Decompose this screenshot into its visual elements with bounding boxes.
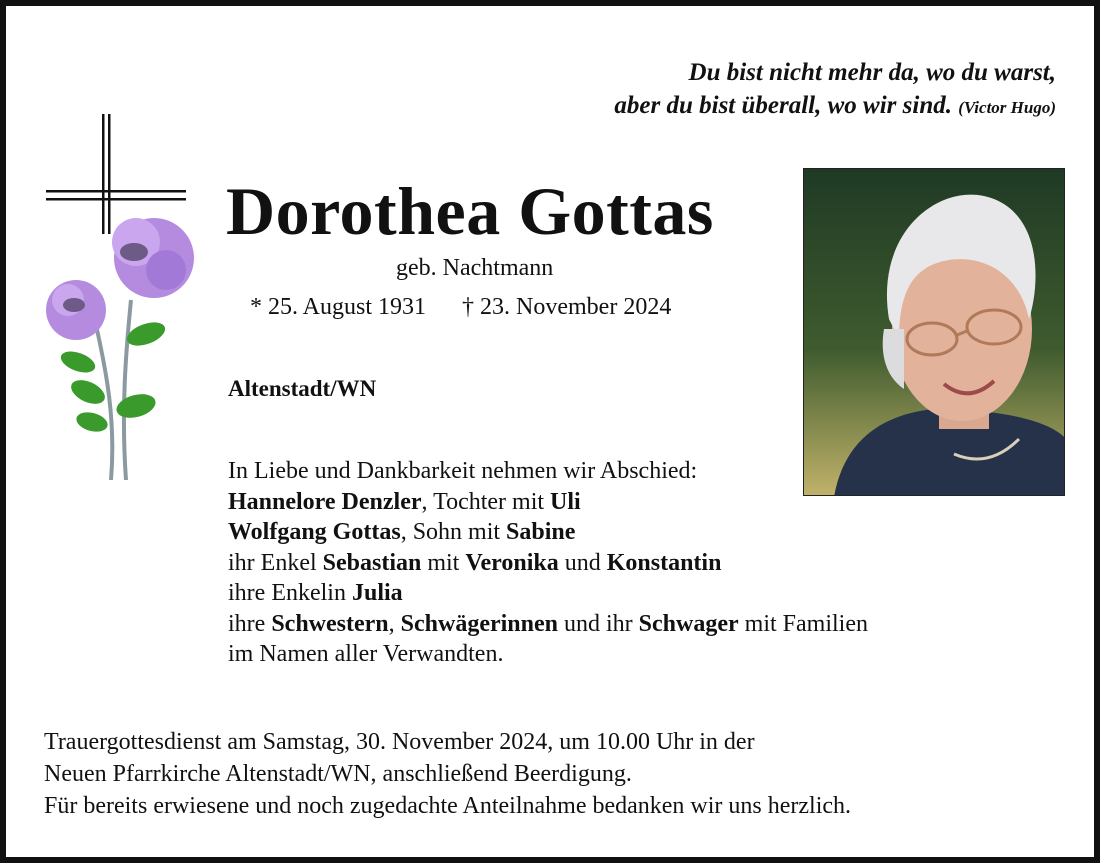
birth-date: * 25. August 1931 [250, 294, 427, 320]
life-dates [250, 294, 671, 321]
cross-with-roses-icon [36, 110, 201, 490]
place: Altenstadt/WN [228, 376, 377, 401]
thanks-text: Für bereits erwiesene und noch zugedachte Anteilnahme bedanken wir uns herzlich. [44, 793, 852, 819]
family-line [228, 487, 868, 518]
mourner-name: Schwägerinnen [400, 610, 558, 637]
family-line [228, 517, 868, 548]
service-line-2: Neuen Pfarrkirche Altenstadt/WN, anschließend Beerdigung. [44, 761, 632, 787]
death-date: † 23. November 2024 [462, 294, 672, 320]
relation-text: mit [421, 549, 466, 576]
deceased-name: Dorothea Gottas [226, 173, 714, 249]
relation-text: , Sohn mit [400, 519, 507, 545]
portrait-photo [803, 168, 1065, 496]
mourner-name: Schwestern [271, 610, 389, 637]
family-line [228, 548, 868, 579]
relation-text: und [558, 549, 607, 576]
family-block [228, 456, 868, 670]
mourner-name: Wolfgang Gottas [228, 519, 401, 545]
relation-text: , Tochter mit [421, 488, 551, 515]
mourner-name: Schwager [638, 610, 739, 637]
family-line: im Namen aller Verwandten. [228, 641, 504, 667]
relation-text: ihr Enkel [228, 549, 323, 576]
family-intro: In Liebe und Dankbarkeit nehmen wir Abschied: [228, 458, 698, 484]
quote-line-2-text: aber du bist überall, wo wir sind. [614, 92, 952, 119]
relation-text: ihre Enkelin [228, 580, 352, 606]
mourner-name: Julia [351, 580, 403, 606]
relation-text: , [388, 610, 401, 637]
quote-line-1: Du bist nicht mehr da, wo du warst, [688, 59, 1056, 86]
mourner-name: Sabine [506, 519, 576, 545]
family-line [228, 578, 868, 609]
relation-text: ihre [228, 610, 272, 637]
service-info [44, 726, 755, 790]
family-line [228, 609, 868, 640]
quote [614, 56, 1056, 124]
service-line-1: Trauergottesdienst am Samstag, 30. November 2024, um 10.00 Uhr in der [44, 729, 755, 755]
mourner-name: Uli [550, 488, 581, 515]
mourner-name: Sebastian [322, 549, 422, 576]
quote-line-2 [614, 89, 1056, 124]
mourner-name: Konstantin [606, 549, 722, 576]
mourner-name: Veronika [465, 549, 559, 576]
relation-text: mit Familien [738, 610, 868, 637]
mourner-name: Hannelore Denzler [228, 488, 422, 515]
born-name: geb. Nachtmann [396, 255, 554, 281]
relation-text: und ihr [558, 610, 639, 637]
quote-author: (Victor Hugo) [958, 98, 1056, 117]
